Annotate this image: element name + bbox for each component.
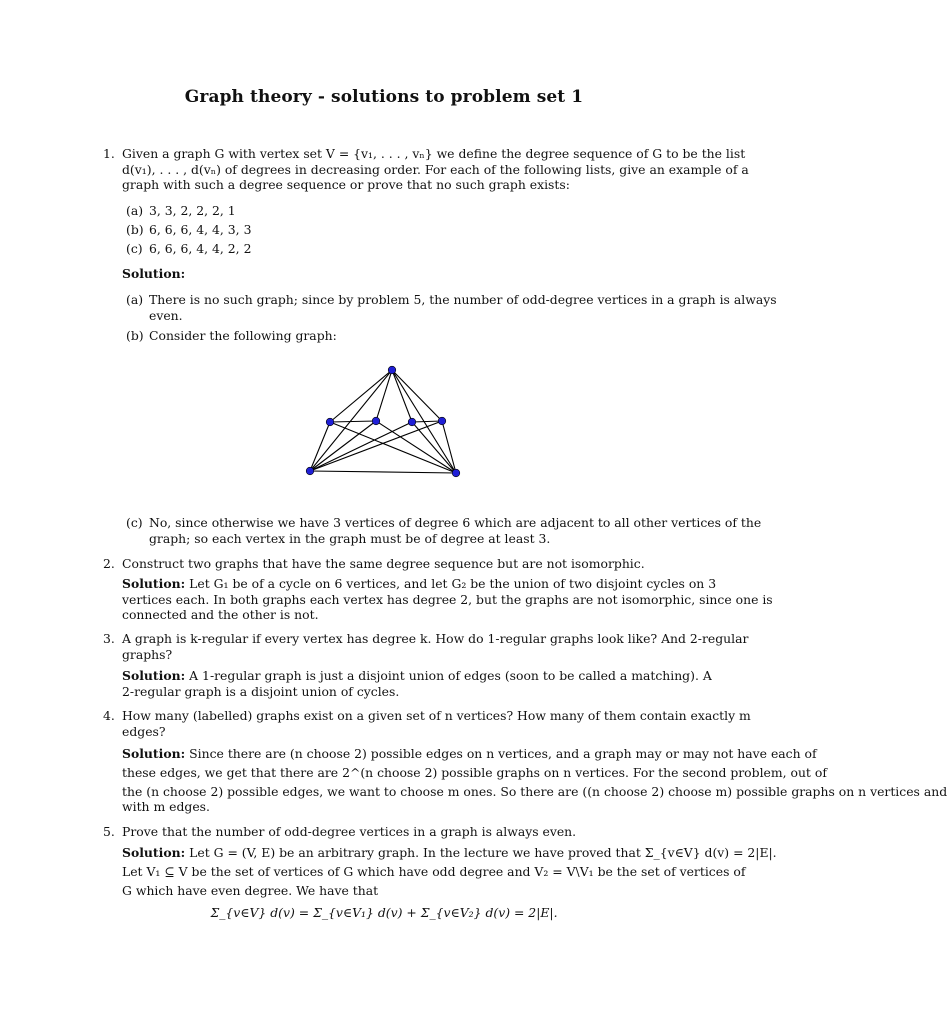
solution-text-line: with m edges. — [122, 799, 210, 814]
list-text: 6, 6, 6, 4, 4, 2, 2 — [149, 241, 252, 256]
problem-text-line: d(v₁), . . . , d(vₙ) of degrees in decreasing order. For each of the following lists, give an example of a — [122, 161, 749, 177]
solution-heading — [103, 266, 681, 282]
display-equation: Σ_{v∈V} d(v) = Σ_{v∈V₁} d(v) + Σ_{v∈V₂} d(v) = 2|E|. — [210, 905, 558, 920]
solution-label: Solution: — [122, 266, 186, 281]
graph-vertex — [408, 418, 416, 426]
list-label: (c) — [126, 515, 143, 530]
graph-edge — [392, 370, 412, 422]
solution-label: Solution: — [122, 668, 186, 683]
graph-vertex — [326, 418, 334, 426]
solution-text-line: these edges, we get that there are 2^(n choose 2) possible graphs on n vertices. For the second problem, out of — [122, 765, 827, 780]
problem-3 — [103, 631, 749, 662]
problem-text-line: How many (labelled) graphs exist on a given set of n vertices? How many of them contain exactly m — [122, 708, 751, 723]
problem-3-solution — [103, 668, 712, 699]
problem-2-solution — [103, 576, 773, 623]
solution-text-line: graph; so each vertex in the graph must be of degree at least 3. — [149, 530, 551, 546]
graph-edge — [330, 421, 376, 422]
solution-text-line: even. — [149, 307, 183, 323]
graph-edge — [376, 370, 392, 421]
problem-text-line: graph with such a degree sequence or prove that no such graph exists: — [122, 177, 570, 192]
list-text: 6, 6, 6, 4, 4, 3, 3 — [149, 222, 252, 237]
problem-number: 3. — [103, 631, 115, 646]
problem-2 — [103, 556, 681, 572]
problem-4-solution — [103, 744, 947, 814]
list-label: (b) — [126, 328, 144, 343]
solution-text-line: A 1-regular graph is just a disjoint union of edges (soon to be called a matching). A — [189, 668, 712, 683]
list-item — [126, 222, 682, 238]
problem-number: 4. — [103, 708, 115, 723]
solution-text-line: There is no such graph; since by problem 5, the number of odd-degree vertices in a graph is always — [149, 292, 777, 307]
solution-part-a — [126, 292, 777, 323]
problem-text-line: Prove that the number of odd-degree vertices in a graph is always even. — [122, 824, 577, 839]
graph-vertex — [306, 467, 314, 475]
list-text: 3, 3, 2, 2, 2, 1 — [149, 203, 236, 218]
solution-part-b — [126, 328, 682, 344]
solution-label: Solution: — [122, 576, 186, 591]
graph-vertex — [372, 417, 380, 425]
solution-label: Solution: — [122, 746, 186, 761]
graph-vertex — [388, 366, 396, 374]
graph-edge — [392, 370, 442, 421]
graph-figure — [296, 360, 472, 480]
solution-text-line: vertices each. In both graphs each vertex has degree 2, but the graphs are not isomorphic, since one is — [122, 591, 773, 607]
list-label: (c) — [126, 241, 143, 256]
list-label: (a) — [126, 292, 144, 307]
graph-edge — [310, 422, 412, 471]
problem-5 — [103, 824, 681, 840]
graph-edge — [412, 421, 442, 422]
solution-text-line: Let G = (V, E) be an arbitrary graph. In the lecture we have proved that Σ_{v∈V} d(v) = 2|E|. — [189, 845, 777, 860]
solution-part-c — [126, 515, 762, 546]
graph-edge — [310, 471, 456, 473]
problem-number: 2. — [103, 556, 115, 571]
graph-edge — [330, 370, 392, 422]
solution-text-line: 2-regular graph is a disjoint union of cycles. — [122, 683, 400, 699]
solution-text-line: the (n choose 2) possible edges, we want to choose m ones. So there are ((n choose 2) choose m) possible graphs on n vertices and — [122, 784, 947, 799]
problem-4 — [103, 708, 751, 739]
solution-label: Solution: — [122, 845, 186, 860]
problem-text-line: Given a graph G with vertex set V = {v₁, . . . , vₙ} we define the degree sequence of G to be the list — [122, 146, 746, 161]
problem-text-line: A graph is k-regular if every vertex has degree k. How do 1-regular graphs look like? And 2-regular — [122, 631, 749, 646]
solution-text-line: Let V₁ ⊆ V be the set of vertices of G which have odd degree and V₂ = V\V₁ be the set of vertices of — [122, 864, 746, 879]
solution-text-line: Consider the following graph: — [149, 328, 337, 343]
list-label: (a) — [126, 203, 144, 218]
list-label: (b) — [126, 222, 144, 237]
problem-1 — [103, 146, 749, 193]
problem-5-solution — [103, 843, 777, 900]
list-item — [126, 241, 682, 257]
solution-text-line: No, since otherwise we have 3 vertices of degree 6 which are adjacent to all other vertices of the — [149, 515, 762, 530]
list-item — [126, 203, 682, 219]
solution-text-line: Let G₁ be of a cycle on 6 vertices, and let G₂ be the union of two disjoint cycles on 3 — [189, 576, 717, 591]
graph-vertex — [438, 417, 446, 425]
graph-edge — [330, 422, 456, 473]
solution-text-line: connected and the other is not. — [122, 607, 319, 622]
solution-text-line: Since there are (n choose 2) possible edges on n vertices, and a graph may or may not have each of — [189, 746, 817, 761]
page-title: Graph theory - solutions to problem set 1 — [184, 87, 584, 107]
problem-number: 1. — [103, 146, 115, 161]
problem-text-line: graphs? — [122, 646, 173, 662]
problem-text-line: edges? — [122, 723, 166, 739]
problem-text-line: Construct two graphs that have the same degree sequence but are not isomorphic. — [122, 556, 645, 571]
solution-text-line: G which have even degree. We have that — [122, 883, 379, 898]
graph-vertex — [452, 469, 460, 477]
problem-number: 5. — [103, 824, 115, 839]
